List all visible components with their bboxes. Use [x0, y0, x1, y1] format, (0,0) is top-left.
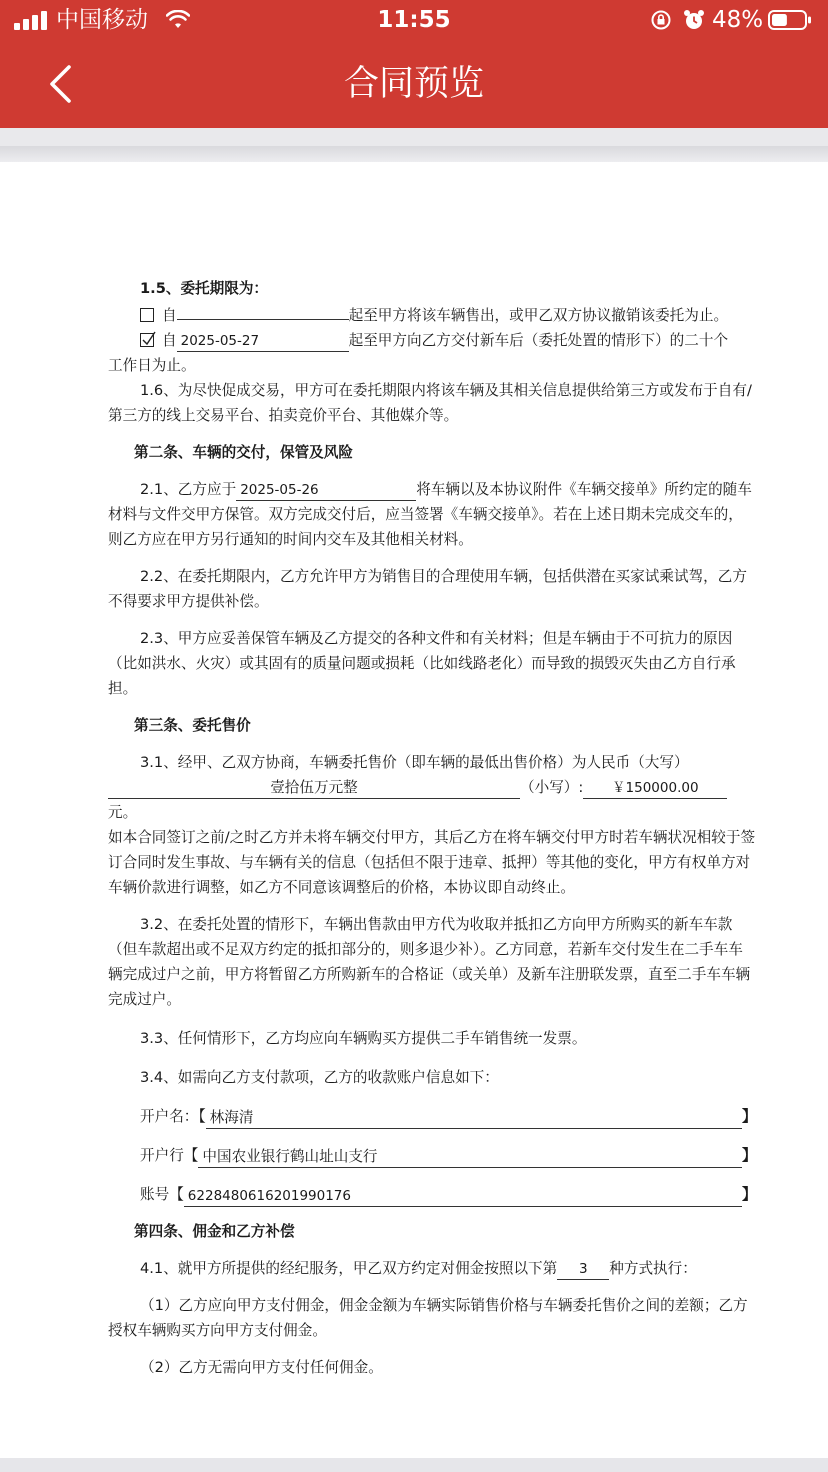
section-heading: 1.5、委托期限为：	[140, 280, 269, 297]
article-heading: 第三条、委托售价	[134, 717, 251, 734]
price-line: 壹拾伍万元整 （小写）: ￥150000.00元。	[108, 775, 756, 825]
paragraph: 如本合同签订之前/之时乙方并未将车辆交付甲方，其后乙方在将车辆交付甲方时若车辆状况相较于签订合同时发生事故、与车辆有关的信息（包括但不限于违章、抵押）等其他的变化，甲方有权单方对车辆价款进行调整，如乙方不同意该调整后的价格，本协议即自动终止。	[108, 829, 756, 896]
price-lowercase: ￥150000.00	[583, 778, 727, 799]
page-title: 合同预览	[343, 64, 484, 104]
paragraph: （2）乙方无需向甲方支付任何佣金。	[140, 1359, 383, 1376]
checked-box-icon	[140, 333, 154, 347]
paragraph: 2.3、甲方应妥善保管车辆及乙方提交的各种文件和有关材料；但是车辆由于不可抗力的原因（比如洪水、火灾）或其固有的质量问题或损耗（比如线路老化）而导致的损毁灭失由乙方自行承担。	[108, 630, 736, 697]
term-option-1: 自 起至甲方将该车辆售出，或甲乙双方协议撤销该委托为止。	[108, 303, 756, 328]
paragraph: 2.1、乙方应于 2025-05-26 将车辆以及本协议附件《车辆交接单》所约定的随车材料与文件交甲方保管。双方完成交付后，应当签署《车辆交接单》。若在上述日期未完成交车的，则乙方应在甲方另行通知的时间内交车及其他相关材料。	[108, 481, 752, 548]
app-header	[0, 0, 828, 128]
page-divider	[0, 1458, 828, 1472]
term-start-date: 2025-05-27	[177, 331, 349, 352]
battery-percent: 48%	[712, 7, 764, 33]
paragraph: 3.2、在委托处置的情形下，车辆出售款由甲方代为收取并抵扣乙方向甲方所购买的新车车款（但车款超出或不足双方约定的抵扣部分的，则多退少补）。乙方同意，若新车交付发生在二手车车辆完成过户之前，甲方将暂留乙方所购新车的合格证（或关单）及新车注册联发票，直至二手车车辆完成过户。	[108, 916, 751, 1008]
commission-option-number: 3	[557, 1259, 609, 1280]
account-number-row: 账号【 6228480616201990176 】	[108, 1182, 756, 1207]
term-option-2: 自 2025-05-27 起至甲方向乙方交付新车后（委托处置的情形下）的二十个	[108, 328, 756, 353]
page-divider	[0, 146, 828, 162]
delivery-date: 2025-05-26	[236, 480, 416, 501]
rotation-lock-icon	[650, 9, 672, 35]
contract-content	[108, 276, 756, 1380]
account-bank-row: 开户行【 中国农业银行鹤山址山支行 】	[108, 1143, 756, 1168]
battery-icon	[768, 9, 812, 31]
account-bank: 中国农业银行鹤山址山支行	[198, 1147, 742, 1168]
account-number: 6228480616201990176	[184, 1186, 742, 1207]
paragraph: 工作日为止。	[108, 357, 196, 374]
article-heading: 第二条、车辆的交付，保管及风险	[134, 444, 353, 461]
paragraph: 3.1、经甲、乙双方协商，车辆委托售价（即车辆的最低出售价格）为人民币（大写）	[140, 754, 689, 771]
paragraph: 1.6、为尽快促成交易，甲方可在委托期限内将该车辆及其相关信息提供给第三方或发布于自有/第三方的线上交易平台、拍卖竞价平台、其他媒介等。	[108, 382, 752, 424]
price-uppercase: 壹拾伍万元整	[108, 778, 520, 799]
paragraph: （1）乙方应向甲方支付佣金，佣金金额为车辆实际销售价格与车辆委托售价之间的差额；乙方授权车辆购买方向甲方支付佣金。	[108, 1297, 748, 1339]
account-name: 林海清	[206, 1108, 742, 1129]
paragraph: 4.1、就甲方所提供的经纪服务，甲乙双方约定对佣金按照以下第 3 种方式执行：	[108, 1256, 756, 1281]
unchecked-box-icon	[140, 308, 154, 322]
status-bar	[0, 0, 828, 40]
paragraph: 3.4、如需向乙方支付款项，乙方的收款账户信息如下：	[140, 1069, 499, 1086]
alarm-icon	[682, 8, 706, 36]
carrier-name: 中国移动	[56, 7, 148, 33]
term-start-date-blank	[177, 319, 349, 320]
paragraph: 3.3、任何情形下，乙方均应向车辆购买方提供二手车销售统一发票。	[140, 1030, 587, 1047]
paragraph: 2.2、在委托期限内，乙方允许甲方为销售目的合理使用车辆，包括供潜在买家试乘试驾，乙方不得要求甲方提供补偿。	[108, 568, 747, 610]
account-name-row: 开户名：【 林海清 】	[108, 1104, 756, 1129]
status-time: 11:55	[377, 7, 451, 33]
article-heading: 第四条、佣金和乙方补偿	[134, 1223, 295, 1240]
nav-bar	[0, 40, 828, 128]
